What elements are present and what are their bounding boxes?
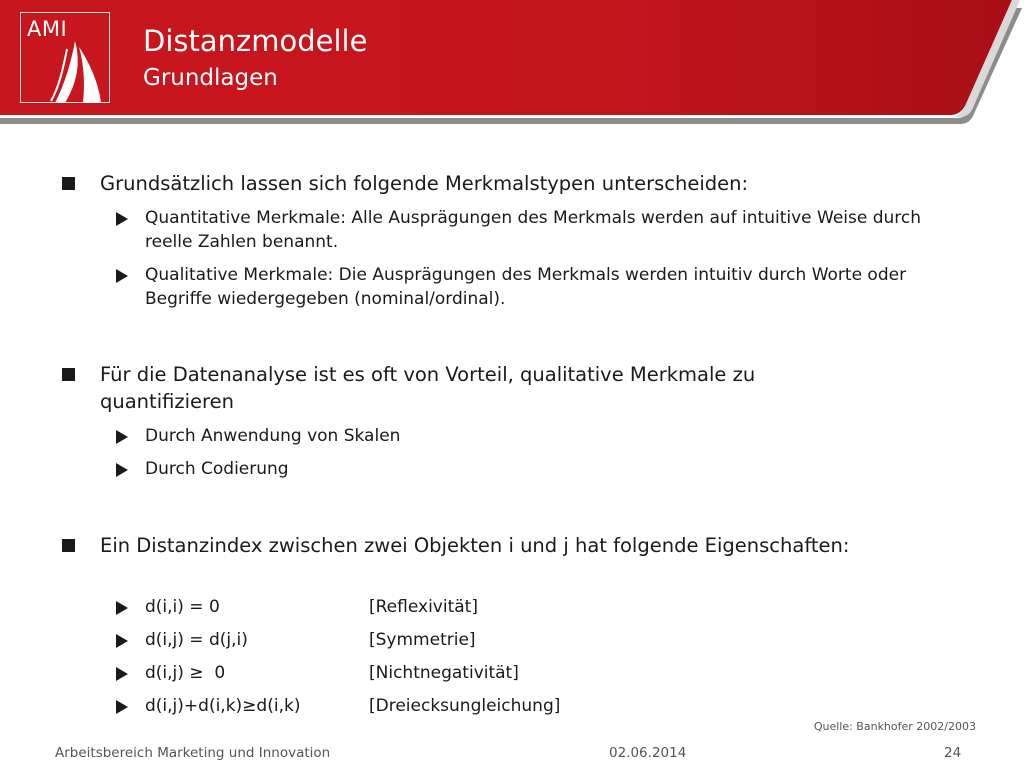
sub-bullet-text: Durch Anwendung von Skalen [145,426,401,446]
square-bullet-icon [62,539,75,552]
header-banner [0,0,1024,125]
ami-logo [20,12,110,103]
triangle-bullet-icon [116,634,128,648]
bullet-text: Grundsätzlich lassen sich folgende Merkmalstypen unterscheiden: [100,172,749,195]
property-name: [Dreiecksungleichung] [369,696,561,716]
property-name: [Nichtnegativität] [369,663,519,683]
property-formula: d(i,j)+d(i,k)≥d(i,k) [145,696,301,716]
sub-bullet-text: Quantitative Merkmale: Alle Ausprägungen des Merkmals werden auf intuitive Weise durch reelle Zahlen benannt. [145,208,922,252]
slide-subtitle: Grundlagen [143,65,278,91]
property-formula: d(i,j) = d(j,i) [145,630,248,650]
logo-text: AMI [27,17,68,41]
property-name: [Symmetrie] [369,630,476,650]
sub-bullet-text: Qualitative Merkmale: Die Ausprägungen des Merkmals werden intuitiv durch Worte oder Begriffe wiedergegeben (nominal/ordinal). [145,265,907,309]
property-formula: d(i,j) ≥ 0 [145,663,226,683]
slide-title: Distanzmodelle [143,24,368,58]
bullet-text: Für die Datenanalyse ist es oft von Vorteil, qualitative Merkmale zu quantifizieren [100,363,756,413]
triangle-bullet-icon [116,601,128,615]
property-name: [Reflexivität] [369,597,478,617]
triangle-bullet-icon [116,463,128,477]
triangle-bullet-icon [116,269,128,283]
sub-bullet-text: Durch Codierung [145,459,289,479]
slide-header [0,0,1024,125]
triangle-bullet-icon [116,700,128,714]
source-citation: Quelle: Bankhofer 2002/2003 [813,720,976,733]
footer-date: 02.06.2014 [609,745,687,761]
triangle-bullet-icon [116,667,128,681]
page-number: 24 [944,745,962,761]
square-bullet-icon [62,368,75,381]
square-bullet-icon [62,177,75,190]
property-formula: d(i,i) = 0 [145,597,220,617]
footer-department: Arbeitsbereich Marketing und Innovation [55,745,331,761]
triangle-bullet-icon [116,430,128,444]
triangle-bullet-icon [116,212,128,226]
bullet-text: Ein Distanzindex zwischen zwei Objekten i und j hat folgende Eigenschaften: [100,534,850,557]
